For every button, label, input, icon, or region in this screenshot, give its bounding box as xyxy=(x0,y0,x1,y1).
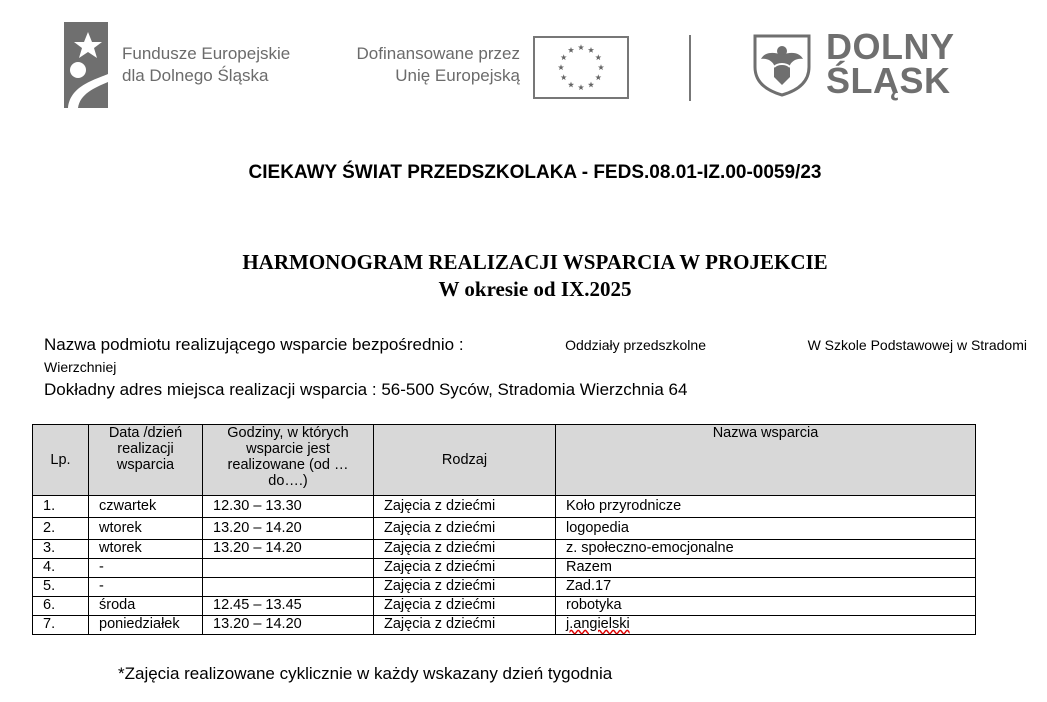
entity-label: Nazwa podmiotu realizującego wsparcie bezpośrednio : xyxy=(44,335,464,354)
fe-logo-line2: dla Dolnego Śląska xyxy=(122,66,269,85)
header-type: Rodzaj xyxy=(374,425,556,496)
address-label: Dokładny adres miejsca realizacji wsparcia : xyxy=(44,380,377,399)
cell-hours: 12.45 – 13.45 xyxy=(203,597,374,616)
cell-name: Razem xyxy=(556,559,976,578)
cell-type: Zajęcia z dziećmi xyxy=(374,597,556,616)
table-row xyxy=(33,540,976,559)
entity-info xyxy=(44,334,1027,378)
address-info xyxy=(44,380,687,400)
cell-lp: 6. xyxy=(33,597,89,616)
cell-type: Zajęcia z dziećmi xyxy=(374,496,556,518)
cell-name: z. społeczno-emocjonalne xyxy=(556,540,976,559)
cell-day: - xyxy=(89,578,203,597)
table-row xyxy=(33,518,976,540)
cell-name-text: j.angielski xyxy=(566,616,630,632)
dolny-slask-logo-text xyxy=(826,26,955,101)
cell-day: wtorek xyxy=(89,518,203,540)
entity-value-b: W Szkole Podstawowej w Stradomi xyxy=(807,337,1027,353)
cell-type: Zajęcia z dziećmi xyxy=(374,616,556,635)
table-row xyxy=(33,616,976,635)
cell-type: Zajęcia z dziećmi xyxy=(374,518,556,540)
header-divider xyxy=(689,35,691,101)
ds-logo-line2: ŚLĄSK xyxy=(826,60,951,101)
cell-hours xyxy=(203,559,374,578)
cell-name: robotyka xyxy=(556,597,976,616)
ds-logo-line1: DOLNY xyxy=(826,26,955,67)
cell-hours: 12.30 – 13.30 xyxy=(203,496,374,518)
cell-day: - xyxy=(89,559,203,578)
footnote: *Zajęcia realizowane cyklicznie w każdy wskazany dzień tygodnia xyxy=(118,664,613,683)
entity-value-c: Wierzchniej xyxy=(44,359,117,375)
cell-type: Zajęcia z dziećmi xyxy=(374,578,556,597)
cell-lp: 7. xyxy=(33,616,89,635)
cell-hours xyxy=(203,578,374,597)
cell-day: czwartek xyxy=(89,496,203,518)
table-row xyxy=(33,597,976,616)
cell-name: logopedia xyxy=(556,518,976,540)
eu-flag-icon xyxy=(533,36,629,99)
table-row xyxy=(33,559,976,578)
entity-value-a: Oddziały przedszkolne xyxy=(565,337,706,353)
schedule-title-line1: HARMONOGRAM REALIZACJI WSPARCIA W PROJEKCIE xyxy=(242,250,828,274)
cell-lp: 1. xyxy=(33,496,89,518)
cell-lp: 2. xyxy=(33,518,89,540)
schedule-title-line2: W okresie od IX.2025 xyxy=(438,277,632,301)
table-row xyxy=(33,578,976,597)
cell-lp: 3. xyxy=(33,540,89,559)
cell-type: Zajęcia z dziećmi xyxy=(374,559,556,578)
header-day: Data /dzień realizacji wsparcia xyxy=(89,425,203,496)
table-header-row xyxy=(33,425,976,496)
schedule-title xyxy=(0,249,1047,303)
cell-hours: 13.20 – 14.20 xyxy=(203,540,374,559)
cell-day: środa xyxy=(89,597,203,616)
cell-hours: 13.20 – 14.20 xyxy=(203,616,374,635)
cell-name: Zad.17 xyxy=(556,578,976,597)
cell-lp: 4. xyxy=(33,559,89,578)
table-row xyxy=(33,496,976,518)
dolny-slask-eagle-crest-icon xyxy=(752,33,812,97)
fe-logo-line1: Fundusze Europejskie xyxy=(122,44,291,63)
cofinanced-line2: Unię Europejską xyxy=(395,66,520,85)
cell-name xyxy=(556,616,976,635)
support-schedule-table xyxy=(32,424,976,635)
cofinanced-line1: Dofinansowane przez xyxy=(356,44,520,63)
cofinanced-text xyxy=(330,43,520,87)
cell-lp: 5. xyxy=(33,578,89,597)
cell-hours: 13.20 – 14.20 xyxy=(203,518,374,540)
fundusze-europejskie-logo-icon xyxy=(64,22,108,108)
cell-name: Koło przyrodnicze xyxy=(556,496,976,518)
header-hours: Godziny, w których wsparcie jest realizowane (od … do….) xyxy=(203,425,374,496)
address-value: 56-500 Syców, Stradomia Wierzchnia 64 xyxy=(381,380,688,399)
header-name: Nazwa wsparcia xyxy=(556,425,976,496)
header-lp: Lp. xyxy=(33,425,89,496)
fe-logo-text xyxy=(122,43,290,87)
cell-day: poniedziałek xyxy=(89,616,203,635)
cell-day: wtorek xyxy=(89,540,203,559)
cell-type: Zajęcia z dziećmi xyxy=(374,540,556,559)
project-title: CIEKAWY ŚWIAT PRZEDSZKOLAKA - FEDS.08.01-IZ.00-0059/23 xyxy=(248,162,822,183)
